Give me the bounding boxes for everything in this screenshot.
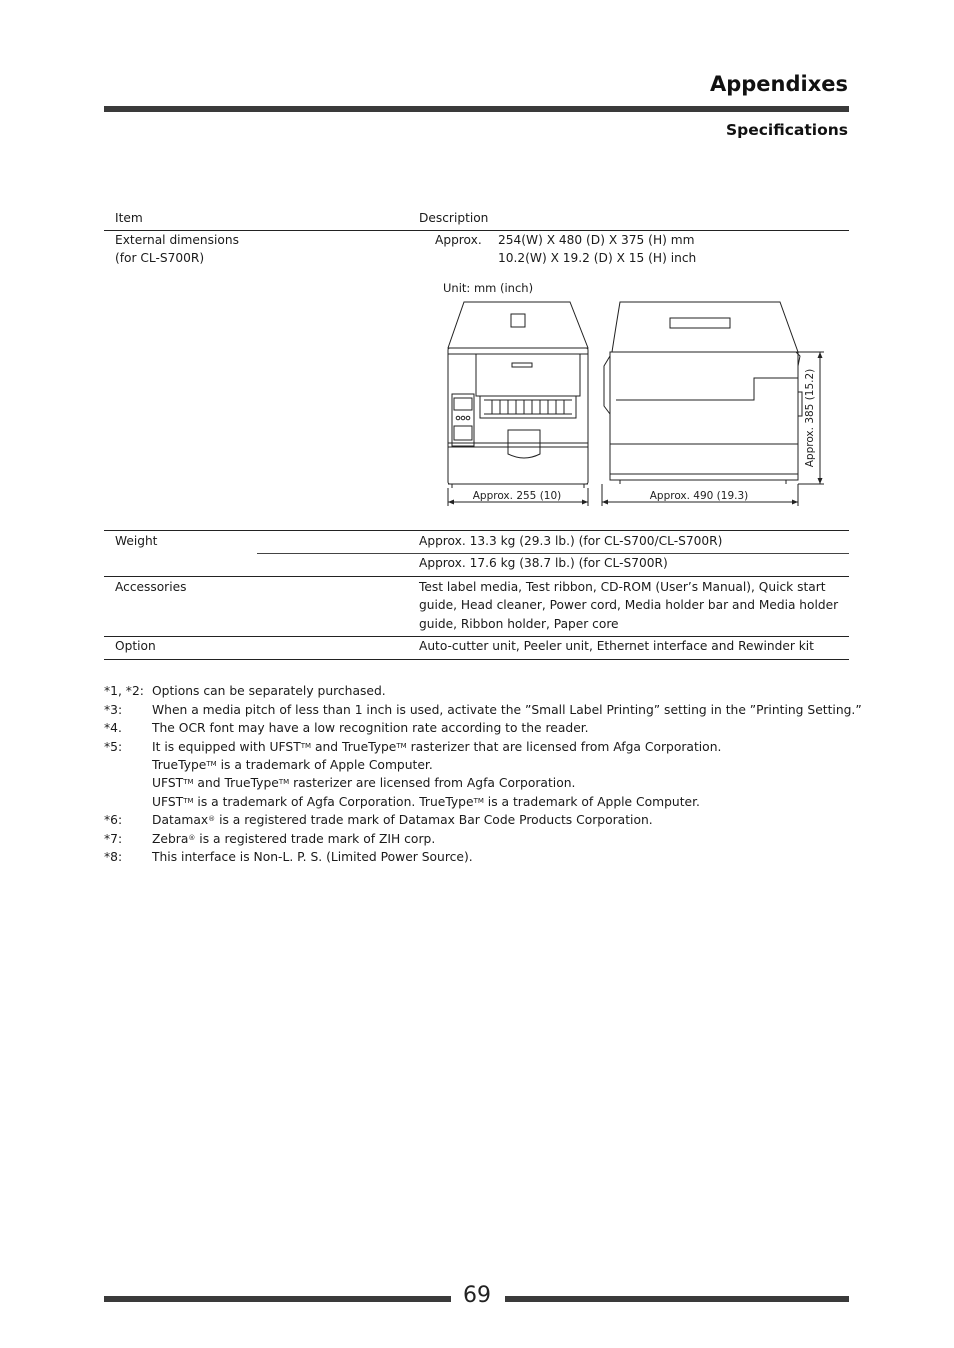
footnote-4-text: The OCR font may have a low recognition rate according to the reader.: [152, 721, 589, 735]
weight-value-1: Approx. 13.3 kg (29.3 lb.) (for CL-S700/CL-S700R): [419, 534, 723, 548]
depth-dimension-label: Approx. 490 (19.3): [649, 490, 749, 502]
dimensions-inch-value: 10.2(W) X 19.2 (D) X 15 (H) inch: [498, 251, 697, 265]
weight-item-label: Weight: [115, 534, 158, 548]
option-value: Auto-cutter unit, Peeler unit, Ethernet interface and Rewinder kit: [419, 639, 814, 653]
footnote-1-2-text: Options can be separately purchased.: [152, 684, 386, 698]
figure-unit-label: Unit: mm (inch): [443, 281, 534, 295]
footnote-marker: *8:: [104, 850, 123, 864]
column-header-item: Item: [115, 211, 143, 225]
table-rule: [104, 659, 849, 660]
footnote-marker: *4.: [104, 721, 122, 735]
page-number: 69: [463, 1283, 491, 1308]
footnote-5-line4: UFST™ is a trademark of Agfa Corporation. TrueType™ is a trademark of Apple Computer.: [152, 795, 700, 809]
footnote-6-text: Datamax® is a registered trade mark of Datamax Bar Code Products Corporation.: [152, 813, 653, 827]
footnote-5-line2: TrueType™ is a trademark of Apple Computer.: [152, 758, 433, 772]
footnote-marker: *7:: [104, 832, 123, 846]
footnote-marker: *6:: [104, 813, 123, 827]
side-view-body: [610, 352, 798, 480]
footnote-8-text: This interface is Non-L. P. S. (Limited Power Source).: [152, 850, 473, 864]
footnote-marker: *3:: [104, 703, 123, 717]
page-title: Appendixes: [709, 72, 848, 96]
footnote-7-text: Zebra® is a registered trade mark of ZIH corp.: [152, 832, 436, 846]
footnote-5-line1: It is equipped with UFST™ and TrueType™ rasterizer that are licensed from Afga Corporation.: [152, 740, 722, 754]
option-item-label: Option: [115, 639, 156, 653]
dimensions-approx-label: Approx.: [435, 233, 482, 247]
footer-rule-left: [104, 1296, 451, 1302]
footnote-marker: *1, *2:: [104, 684, 144, 698]
height-dimension-label: Approx. 385 (15.2): [804, 368, 816, 468]
table-rule: [104, 576, 849, 577]
dimensions-mm-value: 254(W) X 480 (D) X 375 (H) mm: [498, 233, 695, 247]
table-rule: [104, 530, 849, 531]
footnote-3-text: When a media pitch of less than 1 inch is used, activate the ”Small Label Printing” setting in the ”Printing Setting.”: [152, 703, 862, 717]
footer-rule-right: [505, 1296, 849, 1302]
footnote-marker: *5:: [104, 740, 123, 754]
accessories-value-line1: Test label media, Test ribbon, CD-ROM (User’s Manual), Quick start: [419, 580, 826, 594]
accessories-item-label: Accessories: [115, 580, 187, 594]
footnote-5-line3: UFST™ and TrueType™ rasterizer are licensed from Agfa Corporation.: [152, 776, 576, 790]
weight-value-2: Approx. 17.6 kg (38.7 lb.) (for CL-S700R): [419, 556, 668, 570]
dimensions-item-label: External dimensions: [115, 233, 239, 247]
accessories-value-line2: guide, Head cleaner, Power cord, Media holder bar and Media holder: [419, 598, 839, 612]
section-title: Specifications: [725, 121, 848, 139]
accessories-value-line3: guide, Ribbon holder, Paper core: [419, 617, 619, 631]
side-view-top-cover: [612, 302, 798, 352]
front-view-top-cover: [448, 302, 588, 348]
width-dimension-label: Approx. 255 (10): [472, 490, 562, 502]
column-header-description: Description: [419, 211, 489, 225]
printer-dimension-diagram: [440, 296, 830, 510]
dimensions-item-sublabel: (for CL-S700R): [115, 251, 205, 265]
header-rule: [104, 106, 849, 112]
